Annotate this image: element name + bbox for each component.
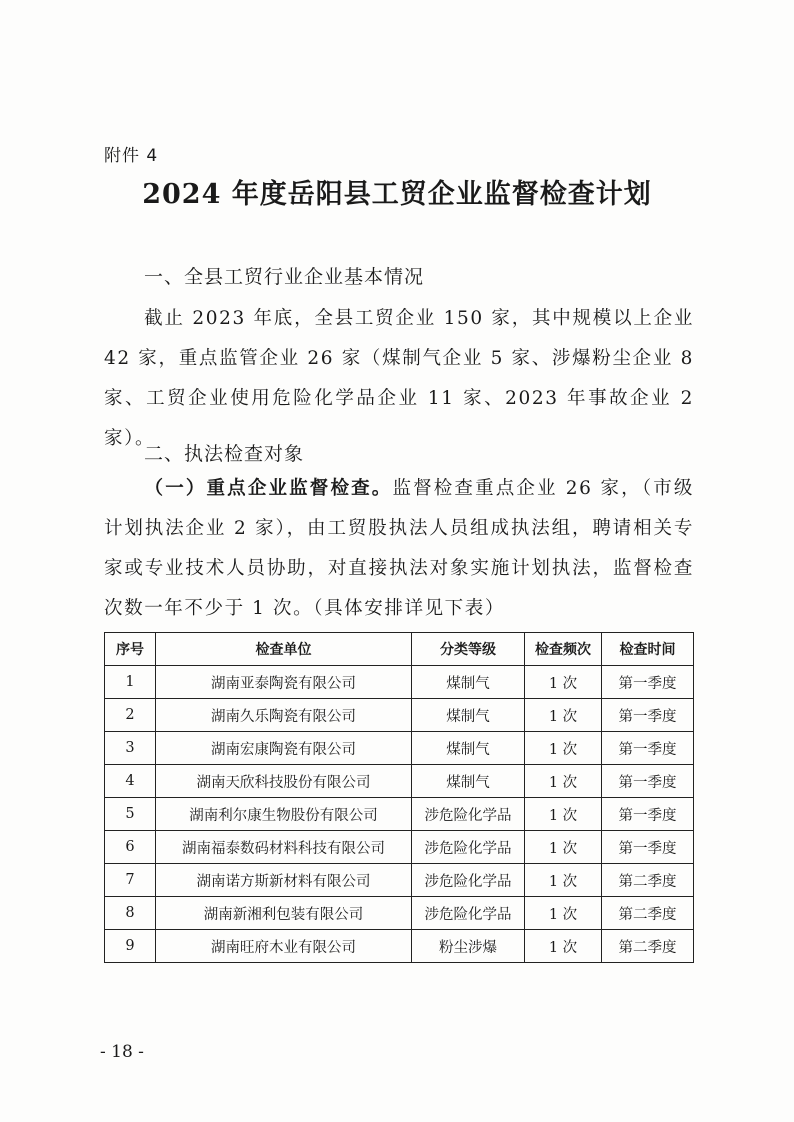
cell-frequency: 1 次: [525, 699, 602, 732]
cell-index: 2: [105, 699, 156, 732]
cell-time: 第一季度: [602, 699, 694, 732]
cell-index: 7: [105, 864, 156, 897]
header-index: 序号: [105, 633, 156, 666]
cell-index: 5: [105, 798, 156, 831]
cell-time: 第一季度: [602, 798, 694, 831]
cell-index: 8: [105, 897, 156, 930]
cell-index: 1: [105, 666, 156, 699]
header-time: 检查时间: [602, 633, 694, 666]
table-row: [105, 864, 694, 897]
cell-time: 第一季度: [602, 765, 694, 798]
cell-category: 煤制气: [412, 765, 525, 798]
cell-company: 湖南旺府木业有限公司: [156, 930, 412, 963]
header-frequency: 检查频次: [525, 633, 602, 666]
cell-company: 湖南天欣科技股份有限公司: [156, 765, 412, 798]
header-category: 分类等级: [412, 633, 525, 666]
cell-company: 湖南利尔康生物股份有限公司: [156, 798, 412, 831]
cell-time: 第一季度: [602, 831, 694, 864]
cell-index: 3: [105, 732, 156, 765]
table-body: [105, 666, 694, 963]
cell-frequency: 1 次: [525, 732, 602, 765]
cell-index: 6: [105, 831, 156, 864]
cell-frequency: 1 次: [525, 897, 602, 930]
table-row: [105, 930, 694, 963]
cell-category: 涉危险化学品: [412, 831, 525, 864]
table-row: [105, 798, 694, 831]
cell-category: 涉危险化学品: [412, 798, 525, 831]
cell-time: 第一季度: [602, 666, 694, 699]
inspection-plan-table: [104, 632, 694, 963]
cell-category: 涉危险化学品: [412, 864, 525, 897]
table-header-row: [105, 633, 694, 666]
cell-category: 涉危险化学品: [412, 897, 525, 930]
cell-index: 9: [105, 930, 156, 963]
document-title: 2024 年度岳阳县工贸企业监督检查计划: [142, 179, 652, 210]
section-1-paragraph: [104, 299, 694, 459]
cell-company: 湖南新湘利包装有限公司: [156, 897, 412, 930]
section-1-body: 截止 2023 年底，全县工贸企业 150 家，其中规模以上企业 42 家，重点监管企业 26 家（煤制气企业 5 家、涉爆粉尘企业 8 家、工贸企业使用危险化学品企业 11 家、2023 年事故企业 2 家）。: [104, 308, 694, 449]
cell-category: 煤制气: [412, 666, 525, 699]
cell-company: 湖南诺方斯新材料有限公司: [156, 864, 412, 897]
table-row: [105, 831, 694, 864]
section-2-paragraph: [104, 469, 694, 629]
section-1-heading: 一、全县工贸行业企业基本情况: [144, 266, 425, 288]
cell-time: 第二季度: [602, 864, 694, 897]
section-2-body: 监督检查重点企业 26 家，（市级计划执法企业 2 家），由工贸股执法人员组成执法组，聘请相关专家或专业技术人员协助，对直接执法对象实施计划执法，监督检查次数一年不少于 1 次。（具体安排详见下表）: [104, 478, 695, 619]
cell-category: 粉尘涉爆: [412, 930, 525, 963]
table-row: [105, 897, 694, 930]
header-unit: 检查单位: [156, 633, 412, 666]
cell-time: 第二季度: [602, 930, 694, 963]
cell-company: 湖南宏康陶瓷有限公司: [156, 732, 412, 765]
cell-time: 第二季度: [602, 897, 694, 930]
cell-company: 湖南亚泰陶瓷有限公司: [156, 666, 412, 699]
attachment-label: 附件 4: [104, 146, 159, 166]
cell-frequency: 1 次: [525, 666, 602, 699]
section-2-heading: 二、执法检查对象: [144, 443, 305, 465]
cell-company: 湖南久乐陶瓷有限公司: [156, 699, 412, 732]
cell-frequency: 1 次: [525, 798, 602, 831]
table-row: [105, 699, 694, 732]
table-row: [105, 666, 694, 699]
table-row: [105, 765, 694, 798]
cell-time: 第一季度: [602, 732, 694, 765]
cell-company: 湖南福泰数码材料科技有限公司: [156, 831, 412, 864]
cell-frequency: 1 次: [525, 831, 602, 864]
table-row: [105, 732, 694, 765]
cell-frequency: 1 次: [525, 864, 602, 897]
cell-index: 4: [105, 765, 156, 798]
page-number: - 18 -: [100, 1042, 144, 1062]
section-2-subheading: （一）重点企业监督检查。: [144, 478, 393, 499]
cell-frequency: 1 次: [525, 765, 602, 798]
cell-category: 煤制气: [412, 732, 525, 765]
cell-frequency: 1 次: [525, 930, 602, 963]
cell-category: 煤制气: [412, 699, 525, 732]
